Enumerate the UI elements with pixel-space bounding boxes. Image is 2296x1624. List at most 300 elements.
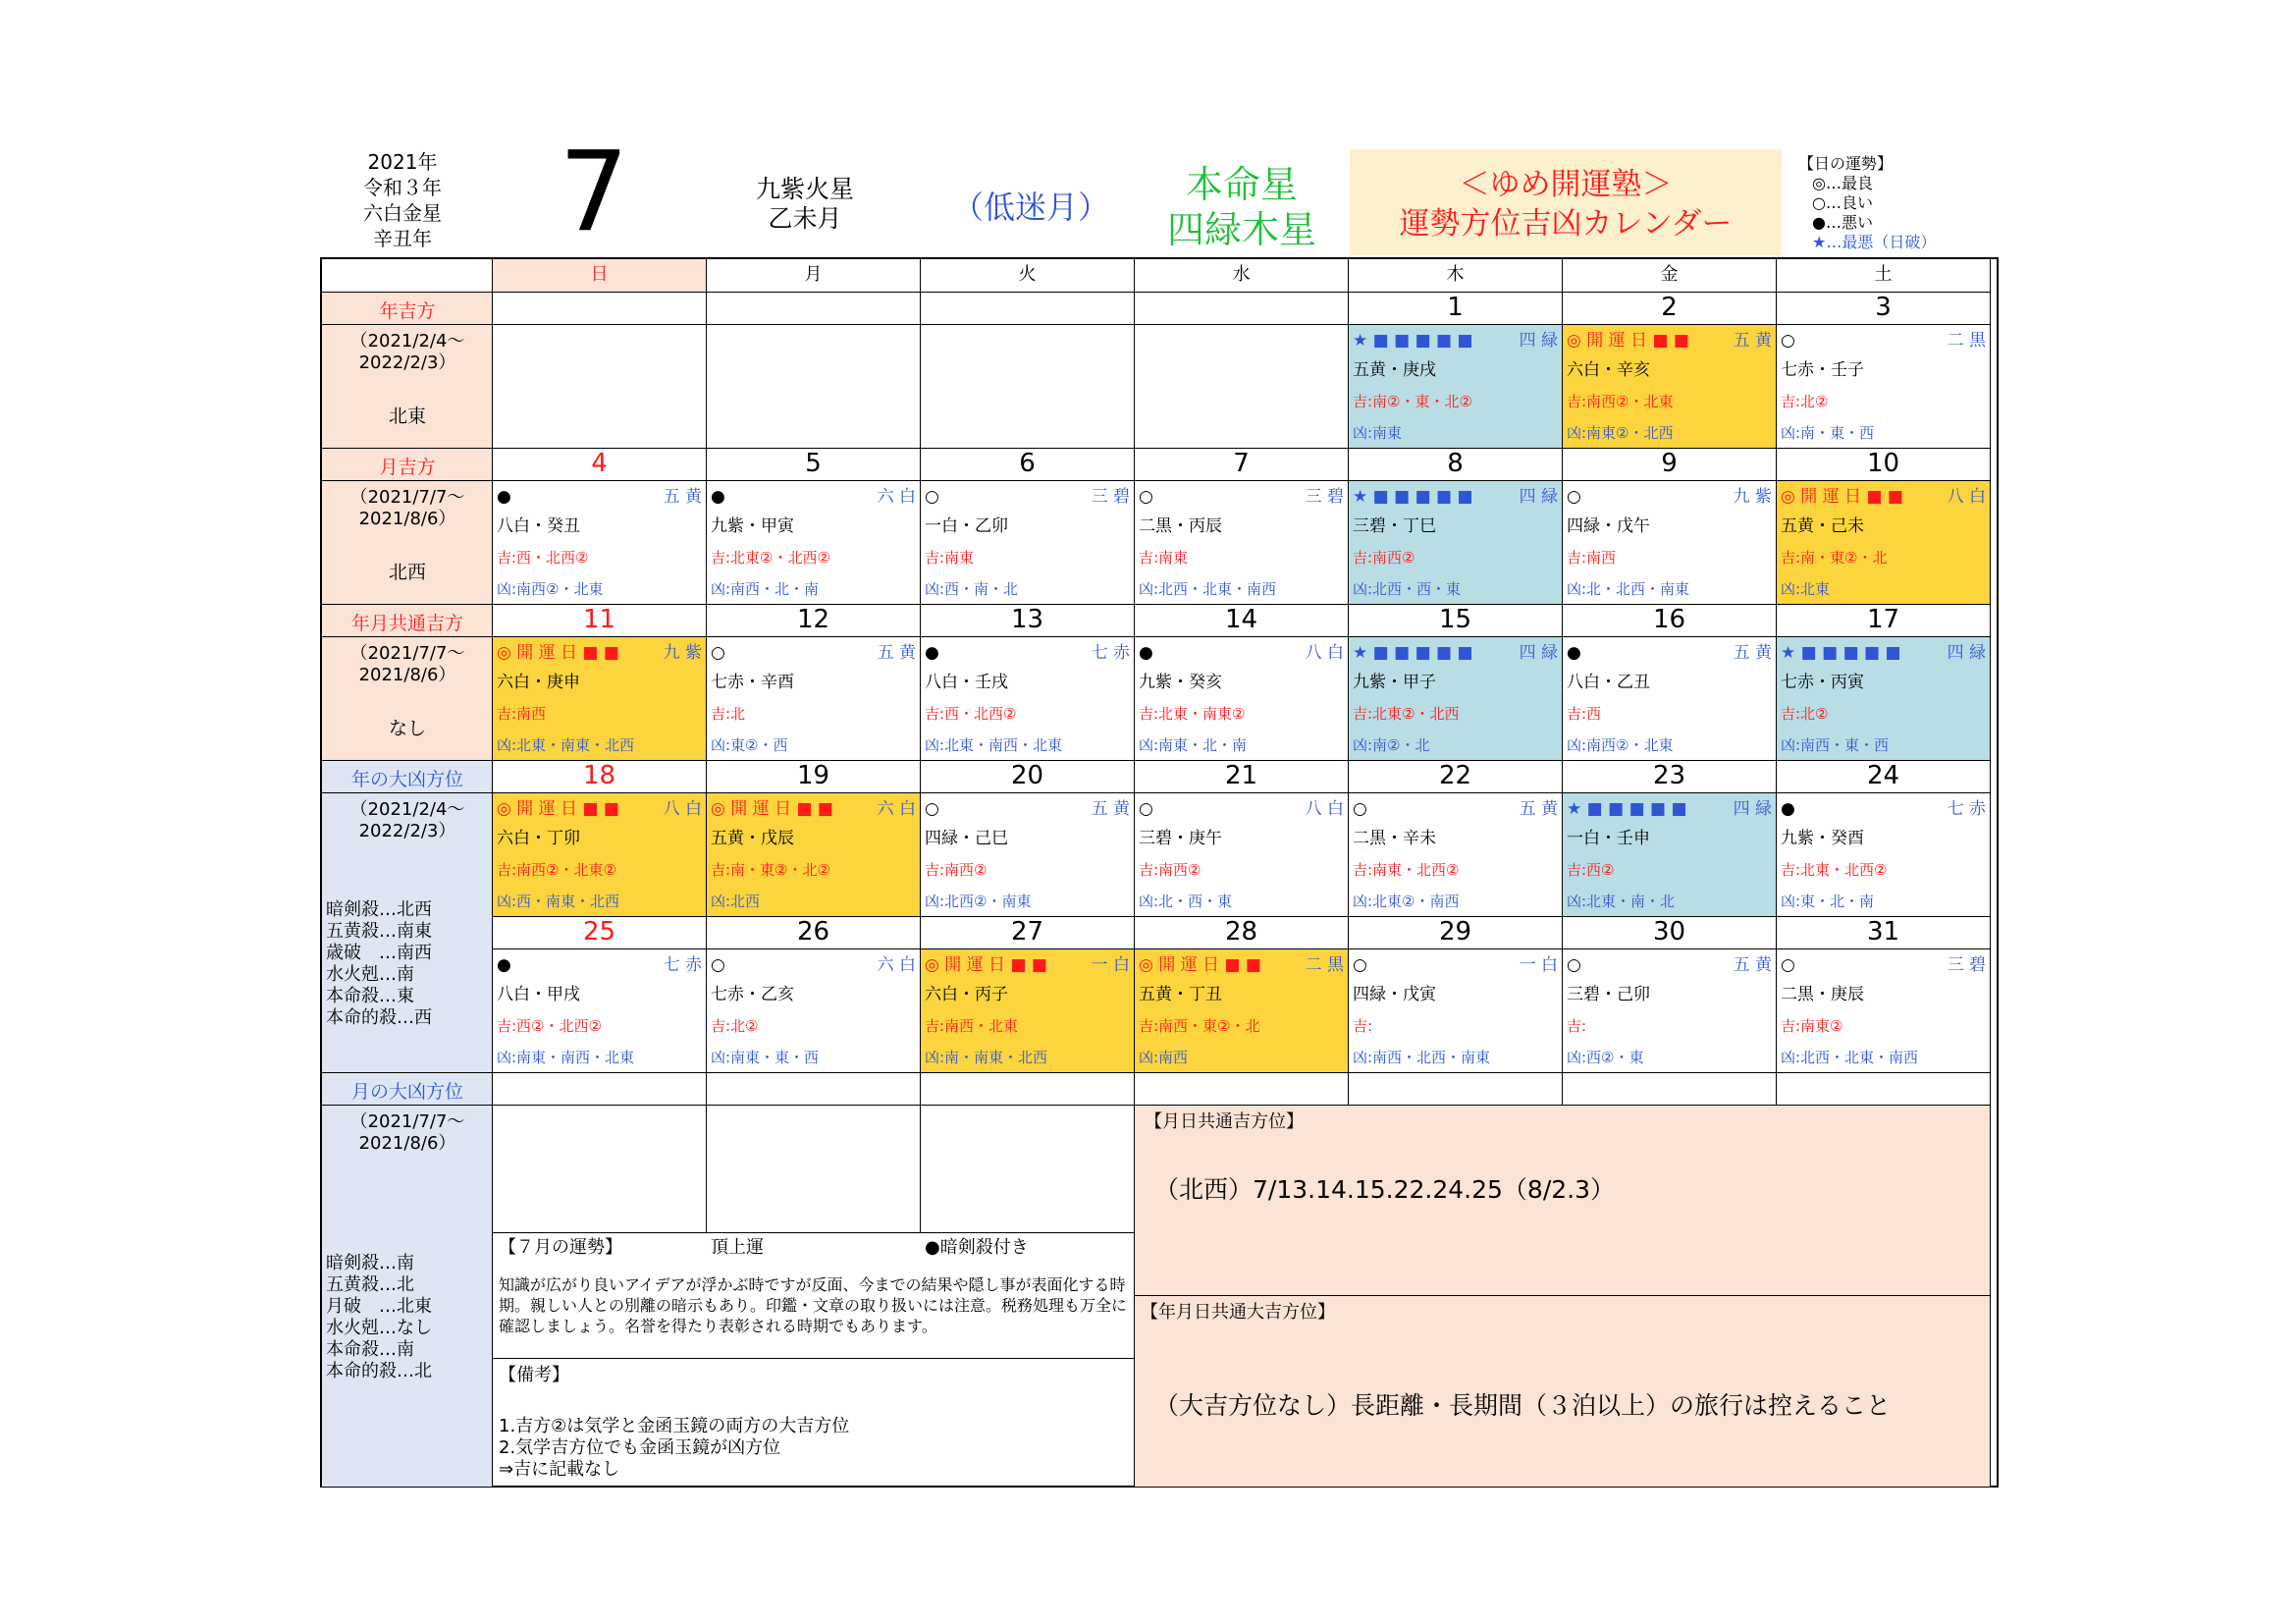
fortune-mark: ●: [925, 643, 939, 663]
empty-lower-cell: [921, 1106, 1135, 1233]
weekday-header-5: [1563, 259, 1777, 293]
daikyo-item: 本命的殺…西: [326, 1007, 432, 1028]
day-lucky-direction: 吉:北東②・北西: [1353, 705, 1460, 723]
day-star: 四 緑: [1519, 643, 1558, 663]
day-unlucky-direction: 凶:北・北西・南東: [1567, 580, 1690, 598]
year-label: 2021年: [367, 150, 438, 174]
side-label: 月の大凶方位: [350, 1081, 463, 1103]
common-body: [322, 637, 493, 761]
day-lucky-direction: 吉:北東・北西②: [1781, 861, 1888, 879]
daikyo-item: 暗剣殺…南: [326, 1253, 414, 1273]
day-cell[interactable]: [921, 481, 1135, 605]
weekday-header-3: [1135, 259, 1349, 293]
day-cell[interactable]: [1777, 793, 1991, 917]
day-fortune-row: [1353, 795, 1558, 823]
daikyo-item: 五黄殺…北: [326, 1274, 414, 1295]
day-eto: 八白・壬戌: [925, 673, 1008, 692]
day-cell[interactable]: [1349, 325, 1563, 449]
day-lucky-direction: 吉:南西②・北東②: [497, 861, 616, 879]
day-star: 三 碧: [1305, 487, 1344, 507]
day-lucky-direction: 吉:: [1567, 1017, 1587, 1035]
day-lucky-direction: 吉:南・東②・北: [1781, 549, 1888, 567]
date-number: 20: [1010, 761, 1044, 790]
day-unlucky-direction: 凶:北西: [711, 893, 761, 910]
day-eto: 一白・乙卯: [925, 516, 1008, 536]
day-lucky-direction: 吉:北②: [1781, 393, 1829, 410]
day-fortune-row: [711, 795, 916, 823]
day-fortune-row: [1353, 483, 1558, 511]
day-eto: 七赤・壬子: [1781, 360, 1864, 380]
day-star: 一 白: [1519, 955, 1558, 975]
label-tsuki-daikyo: [322, 1073, 493, 1106]
date-number-cell: [921, 449, 1135, 481]
date-number-cell: [707, 917, 921, 949]
weekday-label: 水: [1232, 264, 1251, 285]
month-status: （低迷月）: [951, 189, 1109, 226]
day-cell[interactable]: [1349, 637, 1563, 761]
weekday-header-6: [1777, 259, 1991, 293]
day-cell[interactable]: [1563, 325, 1777, 449]
day-fortune-row: [1139, 951, 1344, 979]
day-star: 四 緑: [1733, 799, 1772, 819]
fortune-mark: ●: [1139, 643, 1153, 663]
day-star: 三 碧: [1947, 955, 1986, 975]
day-fortune-row: [1781, 795, 1986, 823]
day-eto: 九紫・甲子: [1353, 673, 1436, 692]
date-number-cell: [1563, 605, 1777, 637]
side-text: （2021/2/4～ 2022/2/3）: [349, 799, 465, 841]
day-fortune-row: [1567, 639, 1772, 667]
remarks-line: 2.気学吉方位でも金函玉鏡が凶方位: [499, 1437, 781, 1458]
day-lucky-direction: 吉:南東②: [1781, 1017, 1843, 1035]
date-number: 22: [1438, 761, 1472, 790]
day-cell: [921, 325, 1135, 449]
fortune-mark: ○: [1139, 799, 1153, 819]
month-day-common-title: 【月日共通吉方位】: [1145, 1111, 1304, 1132]
honmei-label: 本命星: [1185, 163, 1298, 206]
july-fortune-note: ●暗剣殺付き: [925, 1237, 1029, 1258]
day-cell[interactable]: [1135, 481, 1349, 605]
fortune-mark: ○: [1353, 955, 1367, 975]
day-eto: 七赤・丙寅: [1781, 673, 1864, 692]
date-number-cell: [1777, 449, 1991, 481]
day-fortune-row: [711, 483, 916, 511]
date-number: 15: [1438, 605, 1472, 634]
day-star: 七 赤: [1947, 799, 1986, 819]
date-number: 9: [1661, 449, 1678, 478]
day-cell[interactable]: [1777, 949, 1991, 1073]
nen-daikyo-body: [322, 793, 493, 1073]
day-star: 七 赤: [1091, 643, 1130, 663]
legend-good: ○…良い: [1812, 193, 1873, 212]
day-fortune-row: [1781, 327, 1986, 354]
day-star: 八 白: [1947, 487, 1986, 507]
label-nen-kichi: [322, 293, 493, 325]
day-fortune-row: [1567, 951, 1772, 979]
day-unlucky-direction: 凶:南東: [1353, 424, 1403, 442]
weekday-label: 金: [1660, 264, 1679, 285]
date-number-cell: [707, 761, 921, 793]
day-fortune-row: [497, 639, 702, 667]
fortune-mark: ◎ 開 運 日 ■ ■: [497, 643, 619, 663]
day-cell[interactable]: [707, 949, 921, 1073]
date-number: 25: [582, 917, 616, 947]
day-lucky-direction: 吉:南西・東②・北: [1139, 1017, 1260, 1035]
tsuki-kichi-body: [322, 481, 493, 605]
day-lucky-direction: 吉:南東: [925, 549, 975, 567]
day-cell[interactable]: [1349, 949, 1563, 1073]
fortune-mark: ●: [711, 487, 725, 507]
day-cell[interactable]: [1777, 481, 1991, 605]
day-fortune-row: [1781, 639, 1986, 667]
day-cell[interactable]: [921, 637, 1135, 761]
day-fortune-row: [1781, 951, 1986, 979]
day-eto: 六白・丙子: [925, 985, 1008, 1004]
date-number: 23: [1652, 761, 1686, 790]
day-cell[interactable]: [707, 637, 921, 761]
weekday-label: 木: [1446, 264, 1465, 285]
day-lucky-direction: 吉:南東: [1139, 549, 1189, 567]
day-lucky-direction: 吉:南西: [1567, 549, 1617, 567]
date-number: 24: [1866, 761, 1900, 790]
day-eto: 四緑・己巳: [925, 829, 1008, 848]
ymd-common-text: （大吉方位なし）長距離・長期間（３泊以上）の旅行は控えること: [1154, 1391, 1892, 1420]
date-number-cell: [921, 761, 1135, 793]
remarks-title: 【備考】: [499, 1365, 569, 1385]
fortune-mark: ○: [711, 643, 725, 663]
remarks-line: 1.吉方②は気学と金函玉鏡の両方の大吉方位: [499, 1416, 850, 1436]
date-number-cell: [707, 605, 921, 637]
label-nen-daikyo: [322, 761, 493, 793]
fortune-mark: ★ ■ ■ ■ ■ ■: [1353, 331, 1473, 351]
tsuki-daikyo-body: [322, 1106, 493, 1488]
day-eto: 二黒・庚辰: [1781, 985, 1864, 1004]
day-eto: 二黒・丙辰: [1139, 516, 1222, 536]
ymd-common-title: 【年月日共通大吉方位】: [1141, 1302, 1335, 1323]
label-common: [322, 605, 493, 637]
date-number-cell: [1349, 293, 1563, 325]
date-number-cell: [1777, 761, 1991, 793]
daikyo-item: 本命殺…東: [326, 986, 414, 1006]
day-cell[interactable]: [707, 793, 921, 917]
day-fortune-row: [497, 483, 702, 511]
title-line-1: ＜ゆめ開運塾＞: [1459, 167, 1673, 202]
day-cell[interactable]: [1563, 637, 1777, 761]
day-fortune-row: [1139, 639, 1344, 667]
date-number: 14: [1224, 605, 1258, 634]
day-fortune-row: [497, 795, 702, 823]
day-star: 四 緑: [1947, 643, 1986, 663]
date-number-cell: [1777, 605, 1991, 637]
date-number: 8: [1447, 449, 1464, 478]
day-unlucky-direction: 凶:南東・東・西: [711, 1049, 820, 1066]
month-star-label: 九紫火星: [755, 175, 854, 203]
fortune-mark: ★ ■ ■ ■ ■ ■: [1567, 799, 1687, 819]
side-text: 北西: [388, 562, 426, 583]
day-cell[interactable]: [1135, 793, 1349, 917]
date-number: 1: [1447, 293, 1464, 322]
date-number-cell: [493, 293, 707, 325]
nen-kichi-body: [322, 325, 493, 449]
daikyo-item: 歳破 …南西: [326, 943, 432, 963]
fortune-mark: ◎ 開 運 日 ■ ■: [1139, 955, 1261, 975]
day-eto: 九紫・甲寅: [711, 516, 794, 536]
day-lucky-direction: 吉:西・北西②: [497, 549, 589, 567]
day-lucky-direction: 吉:南②・東・北②: [1353, 393, 1472, 410]
day-cell[interactable]: [707, 481, 921, 605]
date-number-cell: [493, 605, 707, 637]
weekday-label: 火: [1018, 264, 1037, 285]
date-number-cell: [1349, 449, 1563, 481]
day-star: 五 黄: [663, 487, 702, 507]
date-number-cell: [493, 449, 707, 481]
day-eto: 九紫・癸酉: [1781, 829, 1864, 848]
fortune-mark: ★ ■ ■ ■ ■ ■: [1781, 643, 1901, 663]
day-cell[interactable]: [493, 637, 707, 761]
date-number-cell: [1777, 293, 1991, 325]
day-unlucky-direction: 凶:北東・南・北: [1567, 893, 1676, 910]
empty-band-cell: [1135, 1073, 1349, 1106]
empty-band-cell: [1563, 1073, 1777, 1106]
date-number-cell: [1349, 917, 1563, 949]
day-cell[interactable]: [1349, 793, 1563, 917]
fortune-mark: ◎ 開 運 日 ■ ■: [1567, 331, 1689, 351]
date-number-cell: [1563, 293, 1777, 325]
day-lucky-direction: 吉:南西: [497, 705, 547, 723]
day-lucky-direction: 吉:: [1353, 1017, 1373, 1035]
date-number: 21: [1224, 761, 1258, 790]
date-number: 13: [1010, 605, 1044, 634]
honmei-star: [1134, 162, 1350, 252]
day-unlucky-direction: 凶:北東②・南西: [1353, 893, 1460, 910]
day-lucky-direction: 吉:南西②・北東: [1567, 393, 1674, 410]
date-number-cell: [707, 449, 921, 481]
label-tsuki-kichi: [322, 449, 493, 481]
day-eto: 六白・庚申: [497, 673, 580, 692]
remarks-line: ⇒吉に記載なし: [499, 1459, 620, 1480]
day-lucky-direction: 吉:西: [1567, 705, 1602, 723]
day-fortune-row: [925, 483, 1130, 511]
date-number: 26: [796, 917, 830, 947]
day-fortune-row: [711, 951, 916, 979]
date-number: 28: [1224, 917, 1258, 947]
date-number-cell: [1563, 917, 1777, 949]
day-fortune-row: [1353, 639, 1558, 667]
daikyo-item: 暗剣殺…北西: [326, 899, 432, 920]
day-star: 五 黄: [1733, 643, 1772, 663]
day-lucky-direction: 吉:北②: [1781, 705, 1829, 723]
day-cell: [1135, 325, 1349, 449]
day-lucky-direction: 吉:南西②: [925, 861, 988, 879]
day-unlucky-direction: 凶:北西・西・東: [1353, 580, 1462, 598]
date-number-cell: [493, 761, 707, 793]
fortune-mark: ★ ■ ■ ■ ■ ■: [1353, 643, 1473, 663]
date-number-cell: [493, 917, 707, 949]
fortune-mark: ○: [711, 955, 725, 975]
legend-best: ◎…最良: [1812, 174, 1873, 192]
day-cell[interactable]: [921, 949, 1135, 1073]
legend-worst: ★…最悪（日破）: [1812, 233, 1937, 251]
fortune-mark: ◎ 開 運 日 ■ ■: [1781, 487, 1903, 507]
day-lucky-direction: 吉:南西②: [1139, 861, 1201, 879]
fortune-mark: ○: [925, 487, 939, 507]
fortune-mark: ●: [497, 955, 511, 975]
day-lucky-direction: 吉:北東・南東②: [1139, 705, 1246, 723]
day-cell[interactable]: [1135, 949, 1349, 1073]
day-unlucky-direction: 凶:南②・北: [1353, 736, 1430, 754]
day-star: 五 黄: [877, 643, 916, 663]
date-number-cell: [921, 605, 1135, 637]
day-unlucky-direction: 凶:南・南東・北西: [925, 1049, 1048, 1066]
daikyo-item: 水火剋…南: [326, 964, 414, 985]
side-label: 年月共通吉方: [350, 613, 463, 634]
day-lucky-direction: 吉:北: [711, 705, 746, 723]
day-star: 五 黄: [1519, 799, 1558, 819]
day-unlucky-direction: 凶:西②・東: [1567, 1049, 1644, 1066]
date-number: 17: [1866, 605, 1900, 634]
day-fortune-row: [1781, 483, 1986, 511]
empty-band-cell: [921, 1073, 1135, 1106]
day-star: 二 黒: [1947, 331, 1986, 351]
honmei-star-name: 四緑木星: [1166, 208, 1316, 251]
day-star: 四 緑: [1519, 487, 1558, 507]
day-cell[interactable]: [1135, 637, 1349, 761]
date-number-cell: [1563, 761, 1777, 793]
day-eto: 三碧・己卯: [1567, 985, 1650, 1004]
fortune-mark: ◎ 開 運 日 ■ ■: [925, 955, 1047, 975]
fortune-mark: ◎ 開 運 日 ■ ■: [497, 799, 619, 819]
day-cell[interactable]: [493, 793, 707, 917]
day-unlucky-direction: 凶:南東②・北西: [1567, 424, 1674, 442]
day-star: 四 緑: [1519, 331, 1558, 351]
day-unlucky-direction: 凶:北・西・東: [1139, 893, 1233, 910]
weekday-label: 土: [1874, 264, 1893, 285]
empty-band-cell: [493, 1073, 707, 1106]
day-cell[interactable]: [1777, 325, 1991, 449]
day-fortune-row: [925, 639, 1130, 667]
day-unlucky-direction: 凶:南西・北西・南東: [1353, 1049, 1491, 1066]
side-label: 月吉方: [379, 457, 436, 478]
fortune-mark: ○: [1567, 487, 1581, 507]
daikyo-item: 月破 …北東: [326, 1296, 432, 1317]
day-star: 一 白: [1091, 955, 1130, 975]
day-cell[interactable]: [921, 793, 1135, 917]
day-cell[interactable]: [1777, 637, 1991, 761]
day-fortune-row: [1353, 951, 1558, 979]
day-unlucky-direction: 凶:東・北・南: [1781, 893, 1875, 910]
date-number: 29: [1438, 917, 1472, 947]
day-fortune-row: [1139, 483, 1344, 511]
july-fortune-keyword: 頂上運: [711, 1237, 764, 1258]
fortune-mark: ◎ 開 運 日 ■ ■: [711, 799, 833, 819]
weekday-header-2: [921, 259, 1135, 293]
day-unlucky-direction: 凶:南西②・北東: [497, 580, 604, 598]
july-fortune-box: [493, 1233, 1135, 1359]
day-eto: 八白・乙丑: [1567, 673, 1650, 692]
day-lucky-direction: 吉:南西・北東: [925, 1017, 1019, 1035]
day-lucky-direction: 吉:南西②: [1353, 549, 1415, 567]
date-number: 27: [1010, 917, 1044, 947]
day-lucky-direction: 吉:南東・北西②: [1353, 861, 1460, 879]
date-number-cell: [1349, 605, 1563, 637]
date-number-cell: [1135, 605, 1349, 637]
day-cell[interactable]: [1349, 481, 1563, 605]
date-number-cell: [1777, 917, 1991, 949]
day-unlucky-direction: 凶:北西・北東・南西: [1781, 1049, 1919, 1066]
day-unlucky-direction: 凶:南東・北・南: [1139, 736, 1248, 754]
day-eto: 七赤・辛酉: [711, 673, 794, 692]
day-star: 二 黒: [1305, 955, 1344, 975]
month-number: 7: [559, 129, 629, 256]
date-number: 31: [1866, 917, 1900, 947]
date-number: 18: [582, 761, 616, 790]
day-lucky-direction: 吉:西②・北西②: [497, 1017, 602, 1035]
day-fortune-row: [1567, 327, 1772, 354]
day-cell[interactable]: [1563, 949, 1777, 1073]
date-number-cell: [707, 293, 921, 325]
side-text: （2021/7/7～ 2021/8/6）: [349, 643, 465, 685]
day-eto: 九紫・癸亥: [1139, 673, 1222, 692]
weekday-label: 月: [804, 264, 823, 285]
date-number: 19: [796, 761, 830, 790]
july-fortune-title: 【７月の運勢】: [499, 1237, 622, 1258]
day-unlucky-direction: 凶:西・南東・北西: [497, 893, 620, 910]
day-star: 八 白: [1305, 799, 1344, 819]
day-unlucky-direction: 凶:東②・西: [711, 736, 788, 754]
day-star: 三 碧: [1091, 487, 1130, 507]
title-line-2: 運勢方位吉凶カレンダー: [1399, 206, 1733, 242]
day-star: 七 赤: [663, 955, 702, 975]
day-unlucky-direction: 凶:南西: [1139, 1049, 1189, 1066]
day-star: 六 白: [877, 955, 916, 975]
date-number-cell: [1135, 761, 1349, 793]
weekday-label: 日: [590, 264, 609, 285]
day-fortune-row: [1139, 795, 1344, 823]
daikyo-item: 本命殺…南: [326, 1339, 414, 1360]
daikyo-item: 水火剋…なし: [326, 1318, 432, 1338]
day-eto: 五黄・庚戌: [1353, 360, 1436, 380]
day-star: 五 黄: [1733, 331, 1772, 351]
day-unlucky-direction: 凶:南西・東・西: [1781, 736, 1890, 754]
month-eto-label: 乙未月: [768, 204, 842, 233]
fortune-mark: ●: [1781, 799, 1795, 819]
empty-lower-cell: [707, 1106, 921, 1233]
day-unlucky-direction: 凶:南西・北・南: [711, 580, 820, 598]
july-fortune-text: 知識が広がり良いアイデアが浮かぶ時ですが反面、今までの結果や隠し事が表面化する時期。親しい人との別離の暗示もあり。印鑑・文章の取り扱いには注意。税務処理も万全に確認しましょう。名誉を得たり表彰される時期でもあります。: [499, 1275, 1128, 1335]
day-star: 五 黄: [1733, 955, 1772, 975]
day-star: 九 紫: [663, 643, 702, 663]
day-cell[interactable]: [493, 949, 707, 1073]
day-eto: 三碧・庚午: [1139, 829, 1222, 848]
day-cell[interactable]: [1563, 481, 1777, 605]
legend: [1798, 154, 1965, 252]
day-fortune-row: [1567, 795, 1772, 823]
date-number: 10: [1866, 449, 1900, 478]
day-fortune-row: [711, 639, 916, 667]
date-number-cell: [1563, 449, 1777, 481]
fortune-mark: ●: [497, 487, 511, 507]
date-number: 7: [1233, 449, 1250, 478]
day-star: 六 白: [877, 487, 916, 507]
day-star: 五 黄: [1091, 799, 1130, 819]
day-lucky-direction: 吉:南・東②・北②: [711, 861, 830, 879]
day-cell[interactable]: [1563, 793, 1777, 917]
day-eto: 六白・辛亥: [1567, 360, 1650, 380]
date-number-cell: [1349, 761, 1563, 793]
year-eto-label: 辛丑年: [373, 227, 432, 250]
day-cell[interactable]: [493, 481, 707, 605]
year-info: [339, 149, 466, 251]
